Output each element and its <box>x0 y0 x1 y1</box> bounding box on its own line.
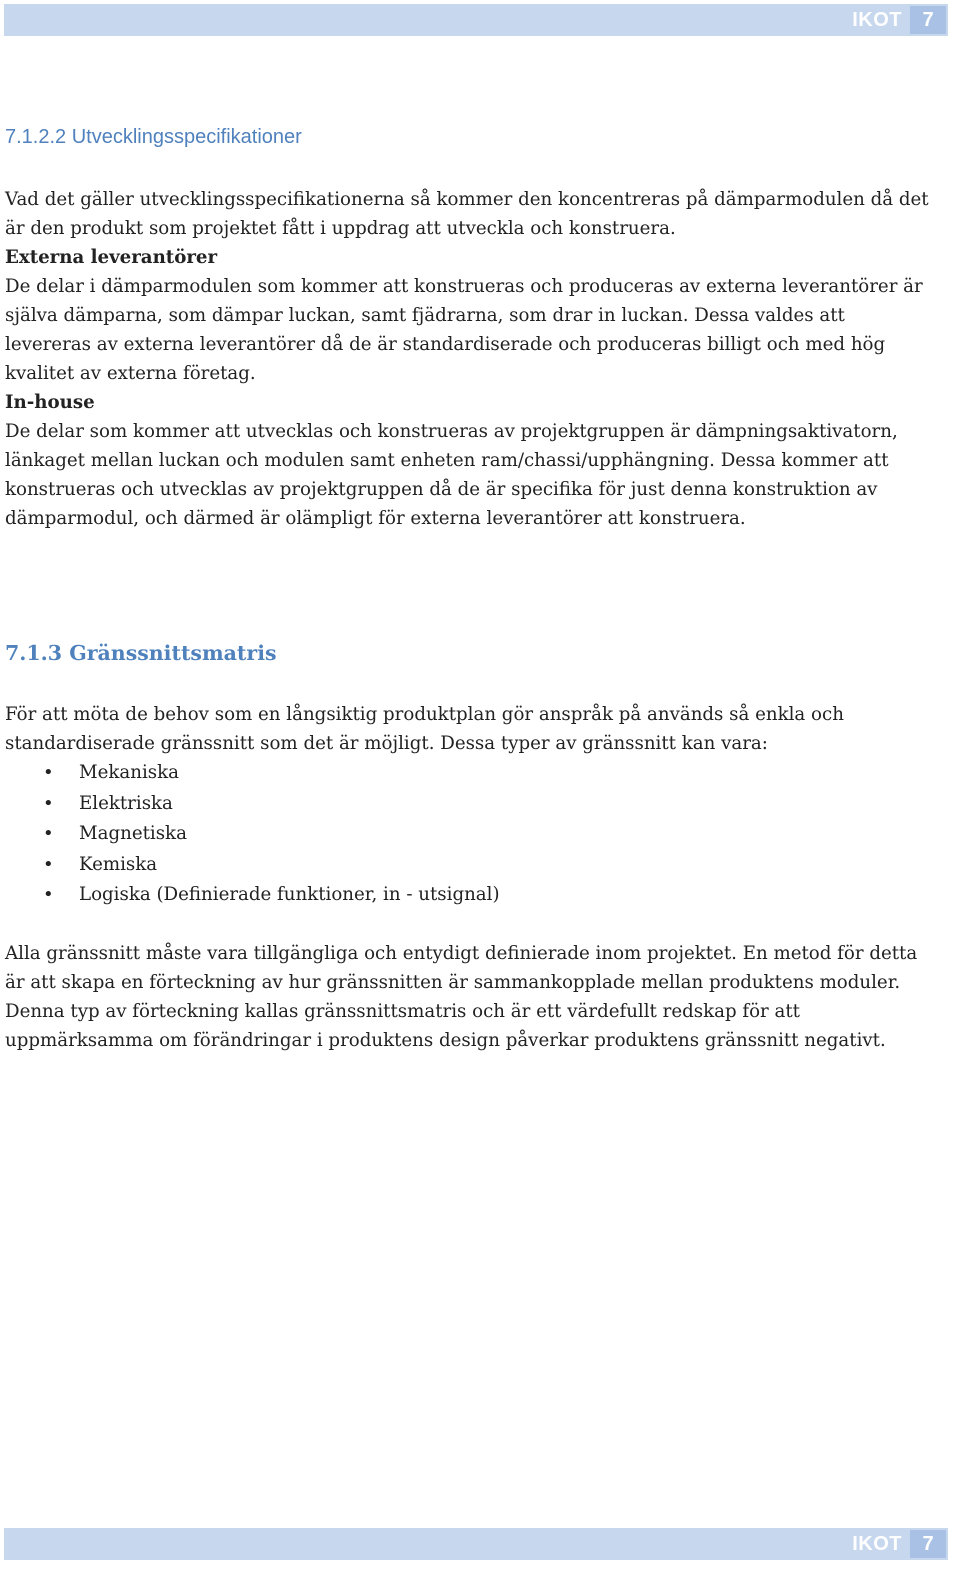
list-item <box>5 789 935 820</box>
in-house-paragraph: De delar som kommer att utvecklas och konstrueras av projektgruppen är dämpningsaktivatorn, länkaget mellan luckan och modulen samt enheten ram/chassi/upphängning. Dessa kommer att konstrueras och utvecklas av projektgruppen då de är specifika för just denna konstruktion av dämparmodul, och därmed är olämpligt för externa leverantörer att konstruera. <box>5 421 898 529</box>
list-item <box>5 819 935 850</box>
footer-label: IKOT <box>852 1533 902 1555</box>
in-house-heading: In-house <box>5 392 95 413</box>
bullet-icon: • <box>43 853 54 875</box>
interface-types-list <box>5 758 935 911</box>
bullet-icon: • <box>43 762 54 783</box>
header-label: IKOT <box>852 9 902 31</box>
page-header-band <box>4 4 948 36</box>
interface-intro-paragraph: För att möta de behov som en långsiktig produktplan gör anspråk på används så enkla och standardiserade gränssnitt som det är möjligt. Dessa typer av gränssnitt kan vara: <box>5 704 844 754</box>
list-item-label: Logiska (Definierade funktioner, in - utsignal) <box>79 884 500 905</box>
bullet-icon: • <box>43 792 54 814</box>
development-specifications-body <box>5 185 935 533</box>
list-item-label: Elektriska <box>79 792 173 814</box>
list-item-label: Mekaniska <box>79 762 179 783</box>
list-item <box>5 880 935 911</box>
subsection-heading: 7.1.2.2 Utvecklingsspecifikationer <box>5 126 302 148</box>
intro-paragraph: Vad det gäller utvecklingsspecifikationerna så kommer den koncentreras på dämparmodulen då det är den produkt som projektet fått i uppdrag att utveckla och konstruera. <box>5 189 929 239</box>
list-item-label: Magnetiska <box>79 823 187 844</box>
bullet-icon: • <box>43 884 54 905</box>
page-footer-band <box>4 1528 948 1560</box>
list-item <box>5 850 935 881</box>
list-item <box>5 758 935 789</box>
section-heading: 7.1.3 Gränssnittsmatris <box>5 641 277 665</box>
header-page-number: 7 <box>910 6 946 34</box>
external-suppliers-heading: Externa leverantörer <box>5 247 218 268</box>
interface-matrix-intro-block <box>5 700 935 911</box>
interface-definition-paragraph: Alla gränssnitt måste vara tillgängliga och entydigt definierade inom projektet. En metod för detta är att skapa en förteckning av hur gränssnitten är sammankopplade mellan produktens moduler. <box>5 943 918 993</box>
list-item-label: Kemiska <box>79 853 158 875</box>
bullet-icon: • <box>43 823 54 844</box>
external-suppliers-paragraph: De delar i dämparmodulen som kommer att konstrueras och produceras av externa leverantörer är själva dämparna, som dämpar luckan, samt fjädrarna, som drar in luckan. Dessa valdes att levereras av externa leverantörer då de är standardiserade och produceras billigt och med hög kvalitet av externa företag. <box>5 276 923 384</box>
interface-matrix-paragraph: Denna typ av förteckning kallas gränssnittsmatris och är ett värdefullt redskap för att uppmärksamma om förändringar i produktens design påverkar produktens gränssnitt negativt. <box>5 1001 886 1051</box>
interface-matrix-body <box>5 939 935 1055</box>
footer-page-number: 7 <box>910 1530 946 1558</box>
